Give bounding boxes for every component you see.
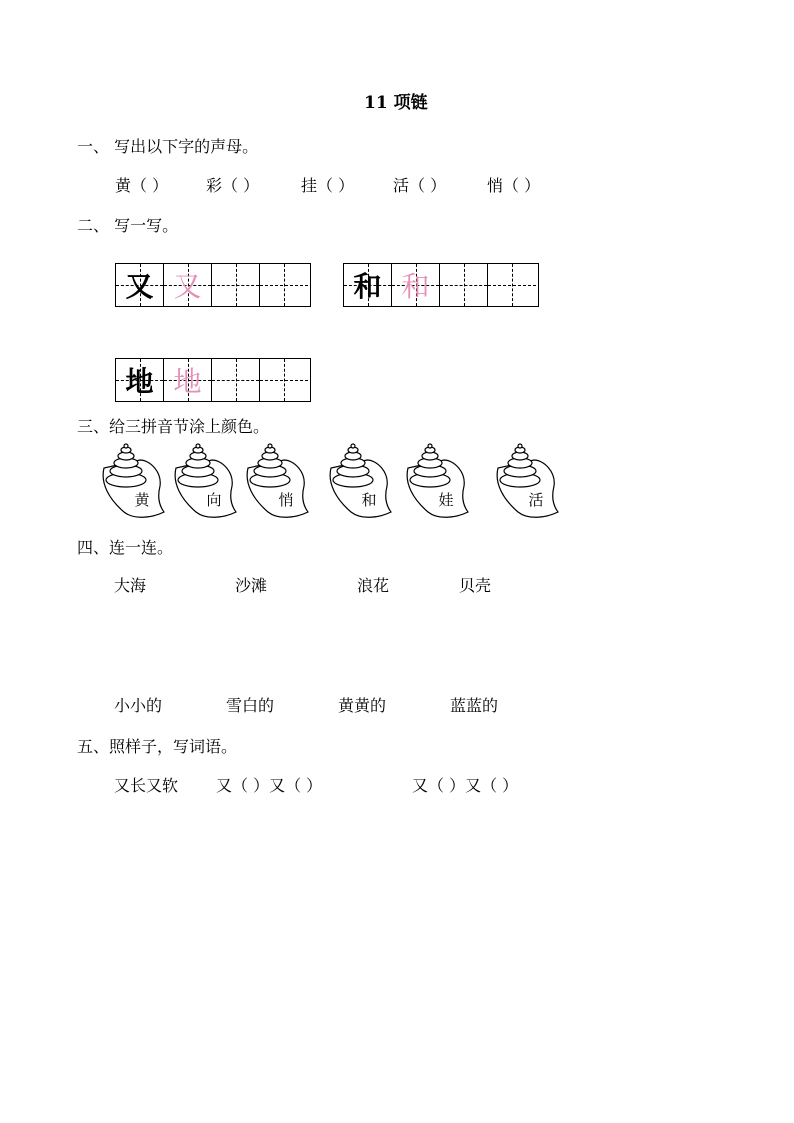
page-title: 11 项链 (364, 93, 428, 113)
section-3-heading: 三、给三拼音节涂上颜色。 (77, 417, 270, 436)
blank-cell[interactable] (440, 264, 488, 306)
shell-2[interactable] (172, 442, 242, 520)
section-2-heading: 二、 写一写。 (77, 216, 179, 235)
char-item-5: 悄（ ） (487, 176, 541, 195)
shell-label: 悄 (278, 491, 294, 509)
char-item-4: 活（ ） (393, 176, 447, 195)
pattern-blank-2[interactable]: 又（ ）又（ ） (412, 776, 519, 795)
model-char: 又 (125, 270, 154, 303)
shell-label: 向 (206, 491, 222, 509)
char-item-1: 黄（ ） (115, 176, 169, 195)
match-top-3[interactable]: 浪花 (357, 576, 390, 595)
shell-label: 娃 (438, 491, 454, 509)
example-word: 又长又软 (114, 776, 179, 795)
section-5-heading: 五、照样子，写词语。 (77, 737, 238, 756)
char-item-3: 挂（ ） (301, 176, 355, 195)
blank-cell[interactable] (260, 359, 308, 401)
model-char: 和 (353, 270, 382, 303)
shell-6[interactable] (494, 442, 564, 520)
section-4-heading: 四、连一连。 (77, 538, 174, 557)
blank-cell[interactable] (260, 264, 308, 306)
match-bottom-2[interactable]: 雪白的 (226, 696, 275, 715)
writing-grid-2[interactable] (343, 263, 539, 307)
blank-cell[interactable] (212, 359, 260, 401)
shell-5[interactable] (404, 442, 474, 520)
shell-1[interactable] (100, 442, 170, 520)
trace-char: 地 (173, 365, 202, 398)
shell-label: 黄 (134, 491, 150, 509)
writing-grid-3[interactable] (115, 358, 311, 402)
match-bottom-1[interactable]: 小小的 (114, 696, 163, 715)
shell-3[interactable] (244, 442, 314, 520)
blank-cell[interactable] (488, 264, 536, 306)
match-top-1[interactable]: 大海 (114, 576, 147, 595)
shell-label: 活 (528, 491, 544, 509)
model-char: 地 (125, 365, 154, 398)
shell-label: 和 (361, 491, 377, 509)
trace-char: 和 (401, 270, 430, 303)
match-bottom-4[interactable]: 蓝蓝的 (450, 696, 499, 715)
match-top-2[interactable]: 沙滩 (235, 576, 268, 595)
match-bottom-3[interactable]: 黄黄的 (338, 696, 387, 715)
pattern-blank-1[interactable]: 又（ ）又（ ） (216, 776, 323, 795)
trace-char: 又 (173, 270, 202, 303)
char-item-2: 彩（ ） (206, 176, 260, 195)
shell-4[interactable] (327, 442, 397, 520)
blank-cell[interactable] (212, 264, 260, 306)
section-1-heading: 一、 写出以下字的声母。 (77, 137, 259, 156)
writing-grid-1[interactable] (115, 263, 311, 307)
match-top-4[interactable]: 贝壳 (459, 576, 492, 595)
